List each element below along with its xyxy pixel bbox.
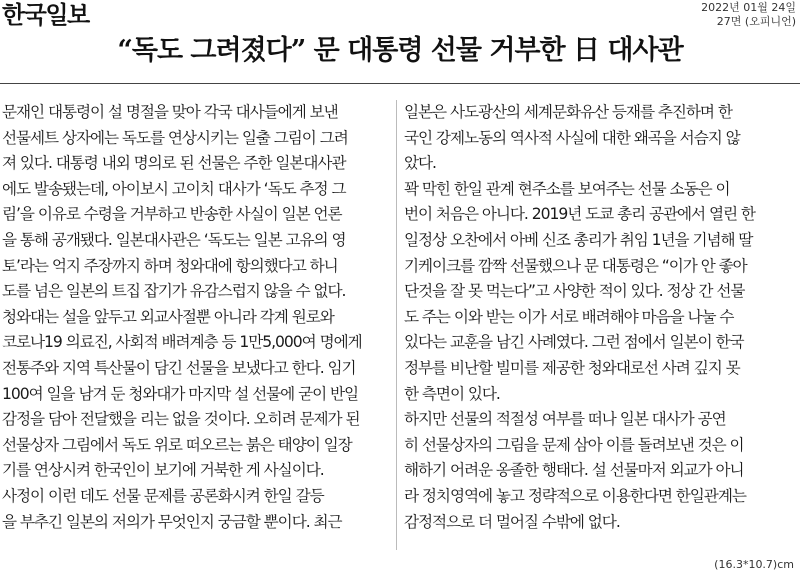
article-line: 토’라는 억지 주장까지 하며 청와대에 항의했다고 하니: [2, 256, 338, 275]
article-line: 사정이 이런 데도 선물 문제를 공론화시켜 한일 갈등: [2, 486, 324, 505]
article-column-right: [404, 100, 798, 535]
article-line: 100여 일을 남겨 둔 청와대가 마지막 설 선물에 굳이 반일: [2, 384, 359, 403]
page-section: 27면 (오피니언): [716, 15, 796, 28]
article-line: 코로나19 의료진, 사회적 배려계층 등 1만5,000여 명에게: [2, 333, 362, 352]
article-size-note: (16.3*10.7)cm: [714, 558, 794, 571]
article-line: 았다.: [404, 154, 436, 173]
article-line: 국인 강제노동의 역사적 사실에 대한 왜곡을 서슴지 않: [404, 128, 740, 147]
article-line: 꽉 막힌 한일 관계 현주소를 보여주는 선물 소동은 이: [404, 179, 730, 198]
article-headline: “독도 그려졌다” 문 대통령 선물 거부한 日 대사관: [117, 35, 683, 66]
article-line: 히 선물상자의 그림을 문제 삼아 이를 돌려보낸 것은 이: [404, 435, 744, 454]
article-line: 문재인 대통령이 설 명절을 맞아 각국 대사들에게 보낸: [2, 103, 338, 121]
masthead: [0, 0, 800, 32]
article-line: 청와대는 설을 앞두고 외교사절뿐 아니라 각계 원로와: [2, 307, 334, 326]
article-line: 단것을 잘 못 먹는다”고 사양한 적이 있다. 정상 간 선물: [404, 282, 745, 301]
headline-rule: [0, 83, 800, 84]
article-line: 해하기 어려운 옹졸한 행태다. 설 선물마저 외교가 아니: [404, 461, 744, 480]
article-line: 져 있다. 대통령 내외 명의로 된 선물은 주한 일본대사관: [2, 154, 346, 173]
article-line: 일정상 오찬에서 아베 신조 총리가 취임 1년을 기념해 딸: [404, 230, 753, 249]
article-line: 감정적으로 더 멀어질 수밖에 없다.: [404, 512, 620, 531]
article-line: 있다는 교훈을 남긴 사례였다. 그런 점에서 일본이 한국: [404, 333, 744, 352]
article-line: 선물상자 그림에서 독도 위로 떠오르는 붉은 태양이 일장: [2, 435, 352, 454]
article-line: 림’을 이유로 수령을 거부하고 반송한 사실이 일본 언론: [2, 205, 342, 224]
article-line: 정부를 비난할 빌미를 제공한 청와대로선 사려 깊지 못: [404, 358, 740, 377]
column-divider: [396, 100, 397, 550]
article-line: 을 통해 공개됐다. 일본대사관은 ‘독도는 일본 고유의 영: [2, 230, 346, 249]
article-line: 전통주와 지역 특산물이 담긴 선물을 보냈다고 한다. 임기: [2, 358, 356, 377]
article-line: 선물세트 상자에는 독도를 연상시키는 일출 그림이 그려: [2, 128, 348, 147]
article-line: 하지만 선물의 적절성 여부를 떠나 일본 대사가 공연: [404, 410, 726, 429]
publication-date: 2022년 01월 24일: [701, 1, 796, 14]
publication-meta: [701, 1, 796, 29]
article-line: 감정을 담아 전달했을 리는 없을 것이다. 오히려 문제가 된: [2, 410, 360, 429]
article-line: 을 부추긴 일본의 저의가 무엇인지 궁금할 뿐이다. 최근: [2, 512, 342, 531]
newspaper-logo: 한국일보: [2, 1, 89, 29]
article-line: 라 정치영역에 놓고 정략적으로 이용한다면 한일관계는: [404, 486, 746, 505]
article-line: 일본은 사도광산의 세계문화유산 등재를 추진하며 한: [404, 103, 732, 121]
article-line: 기를 연상시켜 한국인이 보기에 거북한 게 사실이다.: [2, 461, 324, 480]
article-line: 에도 발송됐는데, 아이보시 고이치 대사가 ‘독도 추정 그: [2, 179, 346, 198]
article-line: 도를 넘은 일본의 트집 잡기가 유감스럽지 않을 수 없다.: [2, 282, 346, 301]
article-line: 번이 처음은 아니다. 2019년 도쿄 총리 공관에서 열린 한: [404, 205, 755, 224]
article-column-left: [2, 100, 391, 535]
article-line: 한 측면이 있다.: [404, 384, 500, 403]
article-line: 기케이크를 깜짝 선물했으나 문 대통령은 “이가 안 좋아: [404, 256, 747, 275]
article-line: 도 주는 이와 받는 이가 서로 배려해야 마음을 나눌 수: [404, 307, 734, 326]
